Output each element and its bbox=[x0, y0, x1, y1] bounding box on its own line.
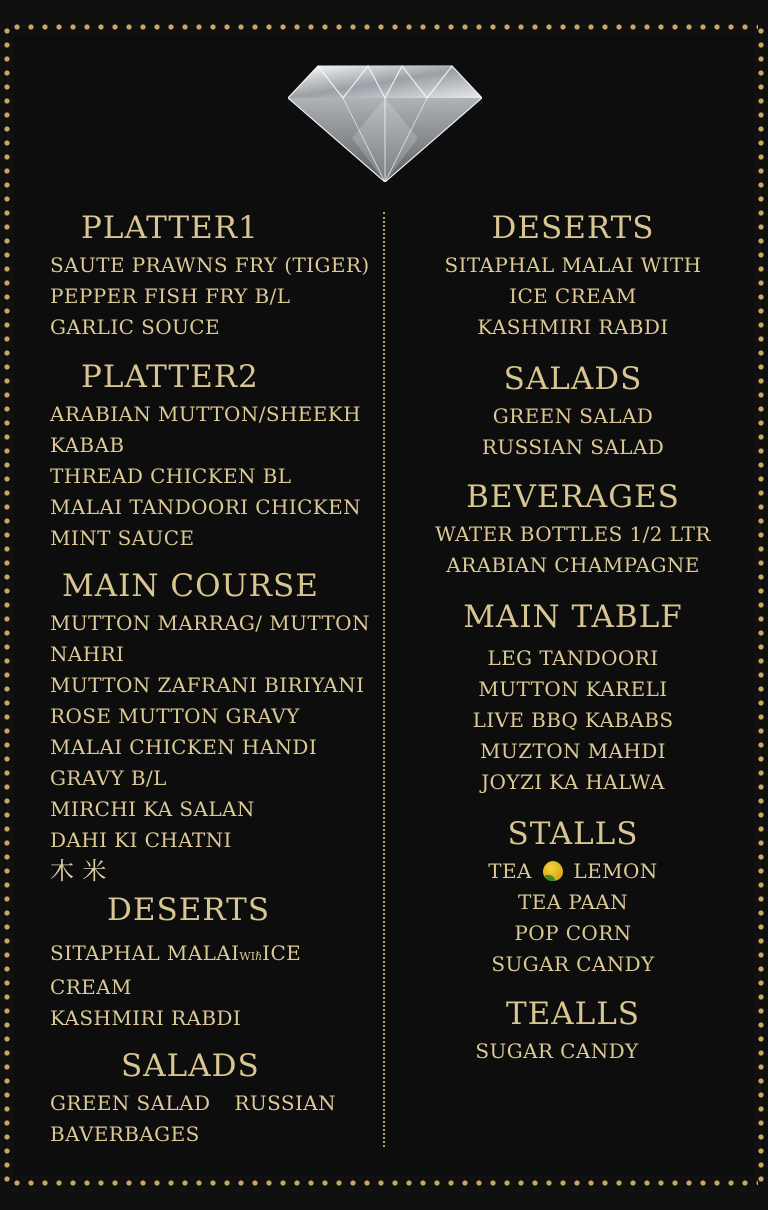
menu-item: JOYZI KA HALWA bbox=[481, 770, 665, 794]
section-heading: STALLS bbox=[507, 816, 639, 852]
section-heading: PLATTER1 bbox=[81, 210, 259, 246]
section-heading: MAIN COURSE bbox=[62, 568, 319, 604]
menu-item: THREAD CHICKEN BL bbox=[50, 464, 292, 488]
border-bottom-dots bbox=[10, 1178, 758, 1188]
item-small-text: WIℏ bbox=[239, 950, 263, 963]
section-beverages bbox=[392, 475, 754, 581]
menu-item: BAVERBAGES bbox=[50, 1122, 200, 1146]
menu-item: MIRCHI KA SALAN bbox=[50, 797, 255, 821]
menu-item: NAHRI bbox=[50, 642, 125, 666]
menu-item: SITAPHAL MALAI WITH bbox=[444, 253, 702, 277]
menu-item: RUSSIAN SALAD bbox=[481, 435, 665, 459]
menu-item bbox=[392, 856, 754, 887]
menu-item: ICE CREAM bbox=[509, 284, 637, 308]
border-top-dots bbox=[10, 22, 758, 32]
menu-item bbox=[50, 1088, 380, 1119]
section-deserts-left bbox=[50, 888, 380, 1034]
menu-item: SAUTE PRAWNS FRY (TIGER) bbox=[50, 253, 370, 277]
menu-item: KASHMIRI RABDI bbox=[50, 1006, 242, 1030]
menu-item: ARABIAN CHAMPAGNE bbox=[446, 553, 700, 577]
section-heading: TEALLS bbox=[505, 996, 641, 1032]
menu-item: MUTTON MARRAG/ MUTTON bbox=[50, 611, 370, 635]
section-salads-left bbox=[50, 1044, 380, 1150]
menu-item: MUTTON ZAFRANI BIRIYANI bbox=[50, 673, 365, 697]
menu-item bbox=[50, 938, 380, 1003]
section-heading: PLATTER2 bbox=[81, 359, 259, 395]
item-text: ICE CREAM bbox=[50, 941, 302, 999]
section-main-course bbox=[50, 564, 380, 886]
section-tealls bbox=[392, 992, 754, 1067]
menu-item: MALAI CHICKEN HANDI bbox=[50, 735, 318, 759]
lemon-icon bbox=[543, 861, 563, 881]
symbol-glyphs: 木 米 bbox=[50, 857, 107, 885]
menu-item: SUGAR CANDY bbox=[475, 1039, 639, 1063]
item-text: RUSSIAN bbox=[234, 1091, 337, 1115]
menu-item: GRAVY B/L bbox=[50, 766, 167, 790]
menu-item: MALAI TANDOORI CHICKEN bbox=[50, 495, 362, 519]
item-text: SITAPHAL MALAI bbox=[50, 941, 240, 965]
column-divider bbox=[383, 212, 385, 1147]
menu-item: KABAB bbox=[50, 433, 125, 457]
menu-item: TEA PAAN bbox=[518, 890, 628, 914]
border-left-dots bbox=[2, 24, 12, 1186]
section-main-table bbox=[392, 595, 754, 798]
menu-item: MUZTON MAHDI bbox=[480, 739, 666, 763]
menu-item: LIVE BBQ KABABS bbox=[472, 708, 674, 732]
menu-item: ROSE MUTTON GRAVY bbox=[50, 704, 300, 728]
menu-item: KASHMIRI RABDI bbox=[477, 315, 669, 339]
section-stalls bbox=[392, 812, 754, 980]
section-deserts-right bbox=[392, 206, 754, 343]
menu-item: SUGAR CANDY bbox=[491, 952, 655, 976]
section-heading: MAIN TABLF bbox=[463, 599, 683, 635]
section-heading: SALADS bbox=[503, 361, 643, 397]
diamond-icon bbox=[288, 58, 482, 182]
menu-item: MINT SAUCE bbox=[50, 526, 195, 550]
section-heading: SALADS bbox=[121, 1048, 260, 1084]
menu-item: GREEN SALAD bbox=[492, 404, 654, 428]
item-text: LEMON bbox=[573, 859, 658, 883]
section-salads-right bbox=[392, 357, 754, 463]
item-text: TEA bbox=[488, 859, 532, 883]
menu-item: WATER BOTTLES 1/2 LTR bbox=[435, 522, 711, 546]
menu-item: POP CORN bbox=[514, 921, 632, 945]
border-right-dots bbox=[756, 24, 766, 1186]
right-column bbox=[392, 206, 754, 1067]
menu-item: LEG TANDOORI bbox=[487, 646, 659, 670]
section-heading: BEVERAGES bbox=[466, 479, 680, 515]
section-heading: DESERTS bbox=[491, 210, 655, 246]
menu-item: DAHI KI CHATNI bbox=[50, 828, 232, 852]
menu-item: ARABIAN MUTTON/SHEEKH bbox=[50, 402, 361, 426]
item-text: GREEN SALAD bbox=[50, 1091, 211, 1115]
section-platter1 bbox=[50, 206, 380, 343]
left-column bbox=[50, 206, 380, 1150]
section-heading: DESERTS bbox=[107, 892, 271, 928]
menu-item: GARLIC SOUCE bbox=[50, 315, 220, 339]
menu-item: PEPPER FISH FRY B/L bbox=[50, 284, 291, 308]
menu-item: MUTTON KARELI bbox=[478, 677, 668, 701]
section-platter2 bbox=[50, 355, 380, 554]
